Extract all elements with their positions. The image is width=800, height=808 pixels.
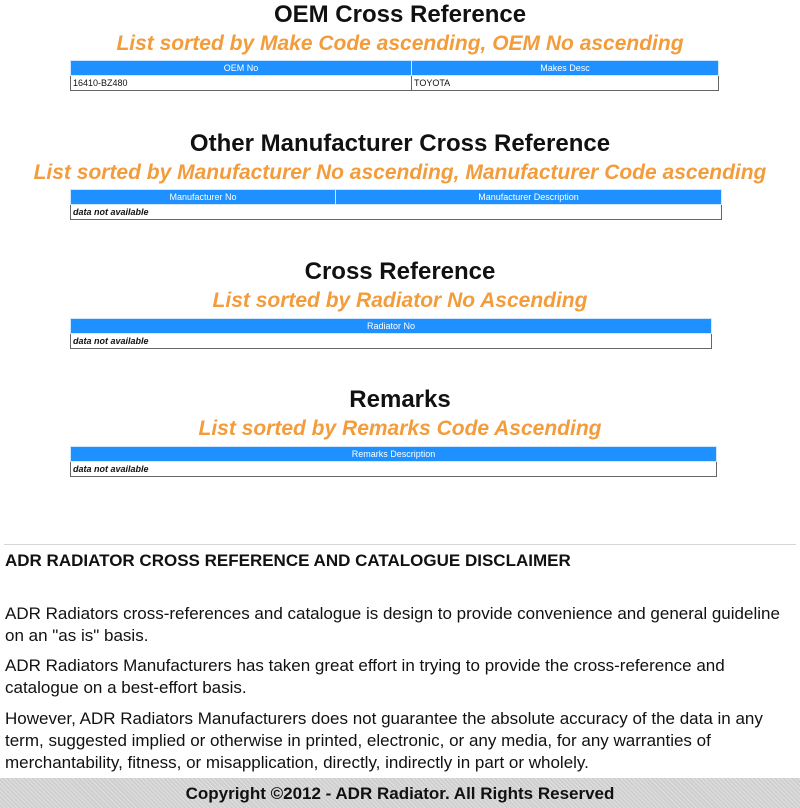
table-header-row xyxy=(71,447,717,462)
remarks-section-header xyxy=(0,386,800,442)
no-data-message: data not available xyxy=(71,205,722,220)
col-remarks-description[interactable]: Remarks Description xyxy=(71,447,717,462)
cross-table xyxy=(70,318,712,349)
divider xyxy=(4,544,796,545)
remarks-table xyxy=(70,446,717,477)
cross-title: Cross Reference xyxy=(304,258,496,285)
col-oem-no[interactable]: OEM No xyxy=(71,61,412,76)
col-makes-desc[interactable]: Makes Desc xyxy=(412,61,719,76)
col-manufacturer-description[interactable]: Manufacturer Description xyxy=(336,190,722,205)
no-data-message: data not available xyxy=(71,334,712,349)
table-header-row xyxy=(71,190,722,205)
disclaimer-paragraph-3: However, ADR Radiators Manufacturers does not guarantee the absolute accuracy of the data in any term, suggested implied or otherwise in printed, electronic, or any media, for any warranties of merchantability, fitness, or misapplication, directly, indirectly in part or wholely. xyxy=(5,709,763,772)
col-radiator-no[interactable]: Radiator No xyxy=(71,319,712,334)
remarks-title: Remarks xyxy=(349,386,451,413)
remarks-subtitle: List sorted by Remarks Code Ascending xyxy=(198,417,602,440)
footer xyxy=(0,778,800,808)
copyright-text: Copyright ©2012 - ADR Radiator. All Rights Reserved xyxy=(185,784,615,803)
makes-desc-cell: TOYOTA xyxy=(412,76,719,91)
other-title: Other Manufacturer Cross Reference xyxy=(189,130,611,157)
oem-subtitle: List sorted by Make Code ascending, OEM No ascending xyxy=(116,32,684,55)
cross-subtitle: List sorted by Radiator No Ascending xyxy=(212,289,588,312)
col-manufacturer-no[interactable]: Manufacturer No xyxy=(71,190,336,205)
disclaimer-paragraph-2: ADR Radiators Manufacturers has taken great effort in trying to provide the cross-reference and catalogue on a best-effort basis. xyxy=(5,656,725,697)
no-data-message: data not available xyxy=(71,462,717,477)
other-section-header xyxy=(0,130,800,186)
other-table xyxy=(70,189,722,220)
table-header-row xyxy=(71,61,719,76)
oem-table xyxy=(70,60,719,91)
oem-title: OEM Cross Reference xyxy=(273,1,527,28)
disclaimer-title: ADR RADIATOR CROSS REFERENCE AND CATALOGUE DISCLAIMER xyxy=(5,551,571,570)
oem-section-header xyxy=(0,1,800,57)
table-row xyxy=(71,76,719,91)
other-subtitle: List sorted by Manufacturer No ascending, Manufacturer Code ascending xyxy=(33,161,767,184)
disclaimer-paragraph-1: ADR Radiators cross-references and catalogue is design to provide convenience and general guideline on an "as is" basis. xyxy=(5,604,780,645)
oem-no-cell: 16410-BZ480 xyxy=(71,76,412,91)
table-row xyxy=(71,334,712,349)
table-header-row xyxy=(71,319,712,334)
table-row xyxy=(71,205,722,220)
table-row xyxy=(71,462,717,477)
cross-section-header xyxy=(0,258,800,314)
